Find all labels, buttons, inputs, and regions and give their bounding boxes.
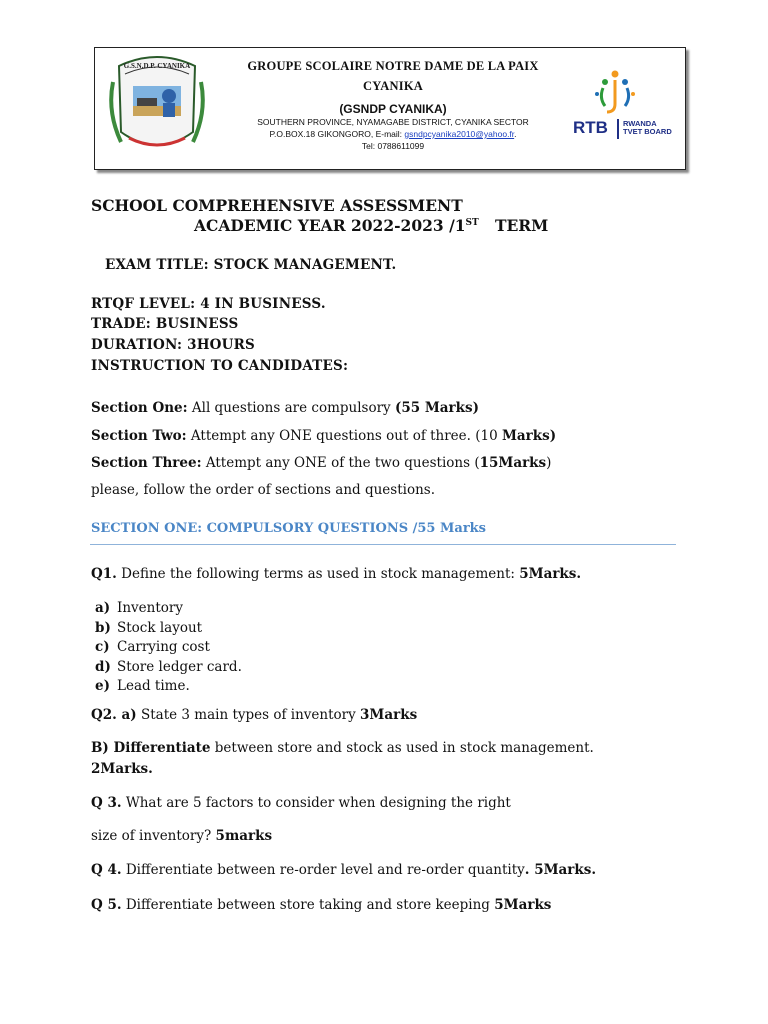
rtb-divider xyxy=(617,119,619,139)
section-one-heading: SECTION ONE: COMPULSORY QUESTIONS /55 Marks xyxy=(91,521,486,536)
question-2a xyxy=(91,707,417,723)
q3-marks: 5marks xyxy=(215,828,273,844)
rtb-logo xyxy=(571,68,677,148)
q2-label: Q2. a) xyxy=(91,707,137,723)
q1-marks: 5Marks. xyxy=(519,566,582,582)
list-text: Store ledger card. xyxy=(117,658,242,675)
instruction-section-two xyxy=(91,428,556,444)
rtqf-level: RTQF LEVEL: 4 IN BUSINESS. xyxy=(91,296,326,312)
section-three-label: Section Three: xyxy=(91,455,202,471)
term-text: TERM xyxy=(494,216,549,235)
q3-label: Q 3. xyxy=(91,795,122,811)
rtb-letters: RTB xyxy=(573,118,608,137)
list-item xyxy=(95,638,242,658)
rtb-subtitle xyxy=(623,120,672,136)
list-item xyxy=(95,677,242,697)
list-letter: b) xyxy=(95,619,111,636)
q2b-text: between store and stock as used in stock management. xyxy=(210,740,594,756)
po-box-text: P.O.BOX.18 GIKONGORO, E-mail: xyxy=(269,129,405,139)
question-3-continued xyxy=(91,828,272,844)
school-phone: Tel: 0788611099 xyxy=(361,141,425,151)
po-box-suffix: . xyxy=(514,129,517,139)
school-name-line2: CYANIKA xyxy=(363,79,423,93)
school-email-link[interactable]: gsndpcyanika2010@yahoo.fr xyxy=(404,129,515,139)
q2b-marks-line xyxy=(91,761,153,777)
section-two-marks: Marks) xyxy=(501,428,557,444)
academic-year-title xyxy=(194,216,548,235)
q2-marks: 3Marks xyxy=(360,707,418,723)
q5-text: Differentiate between store taking and store keeping xyxy=(121,897,495,913)
crest-text: G.S.N.D.P. CYANIKA xyxy=(123,62,191,70)
list-letter: c) xyxy=(95,639,110,655)
list-text: Carrying cost xyxy=(117,639,210,655)
section-one-label: Section One: xyxy=(91,400,188,416)
school-po-box xyxy=(213,128,573,140)
q2b-label: B) Differentiate xyxy=(91,740,211,756)
list-item xyxy=(95,619,242,639)
q1-term-list xyxy=(95,599,242,697)
school-address: SOUTHERN PROVINCE, NYAMAGABE DISTRICT, CYANIKA SECTOR xyxy=(257,117,529,127)
q3-text: What are 5 factors to consider when designing the right xyxy=(121,795,511,811)
duration: DURATION: 3HOURS xyxy=(91,337,255,353)
q1-text: Define the following terms as used in stock management: xyxy=(116,566,520,582)
list-item xyxy=(95,599,242,619)
q2b-marks: 2Marks. xyxy=(91,761,153,777)
letterhead xyxy=(94,47,686,170)
list-letter: a) xyxy=(95,600,111,616)
q4-marks: . 5Marks. xyxy=(524,862,597,878)
question-4 xyxy=(91,862,596,878)
question-3 xyxy=(91,795,511,811)
q4-label: Q 4. xyxy=(91,862,122,878)
instruction-section-three xyxy=(91,455,551,471)
section-divider xyxy=(90,544,676,545)
section-three-text: Attempt any ONE of the two questions ( xyxy=(201,455,480,471)
q5-marks: 5Marks xyxy=(494,897,552,913)
list-letter: d) xyxy=(95,658,111,675)
school-name-line1: GROUPE SCOLAIRE NOTRE DAME DE LA PAIX xyxy=(247,59,539,73)
list-text: Stock layout xyxy=(117,619,203,636)
rtb-figures-icon xyxy=(571,68,677,118)
term-superscript: ST xyxy=(465,217,479,228)
list-letter: e) xyxy=(95,678,110,694)
question-1 xyxy=(91,566,581,582)
q5-label: Q 5. xyxy=(91,897,122,913)
rtb-sub-line1: RWANDA xyxy=(623,119,657,128)
q1-label: Q1. xyxy=(91,566,117,582)
question-5 xyxy=(91,897,551,913)
question-2b xyxy=(91,740,594,756)
list-item xyxy=(95,658,242,678)
section-two-label: Section Two: xyxy=(91,428,187,444)
section-two-text: Attempt any ONE questions out of three. (10 xyxy=(186,428,502,444)
exam-title: EXAM TITLE: STOCK MANAGEMENT. xyxy=(105,257,397,273)
school-abbrev: (GSNDP CYANIKA) xyxy=(339,102,447,116)
q3-text-2: size of inventory? xyxy=(91,828,216,844)
school-crest-logo xyxy=(107,52,207,164)
instruction-section-one xyxy=(91,400,479,416)
list-text: Lead time. xyxy=(117,678,190,694)
list-text: Inventory xyxy=(117,600,183,616)
section-one-text: All questions are compulsory xyxy=(187,400,395,416)
q2-text: State 3 main types of inventory xyxy=(136,707,361,723)
q4-text: Differentiate between re-order level and re-order quantity xyxy=(121,862,525,878)
trade: TRADE: BUSINESS xyxy=(91,316,239,332)
section-three-marks: 15Marks xyxy=(479,455,547,471)
section-one-marks: (55 Marks) xyxy=(394,400,479,416)
section-three-close: ) xyxy=(546,455,552,471)
rtb-sub-line2: TVET BOARD xyxy=(623,127,672,136)
school-info xyxy=(213,56,573,152)
assessment-title: SCHOOL COMPREHENSIVE ASSESSMENT xyxy=(91,196,463,215)
instruction-follow-order: please, follow the order of sections and questions. xyxy=(91,482,435,498)
academic-year-text: ACADEMIC YEAR 2022-2023 /1 xyxy=(194,216,466,235)
instruction-heading: INSTRUCTION TO CANDIDATES: xyxy=(91,358,349,374)
